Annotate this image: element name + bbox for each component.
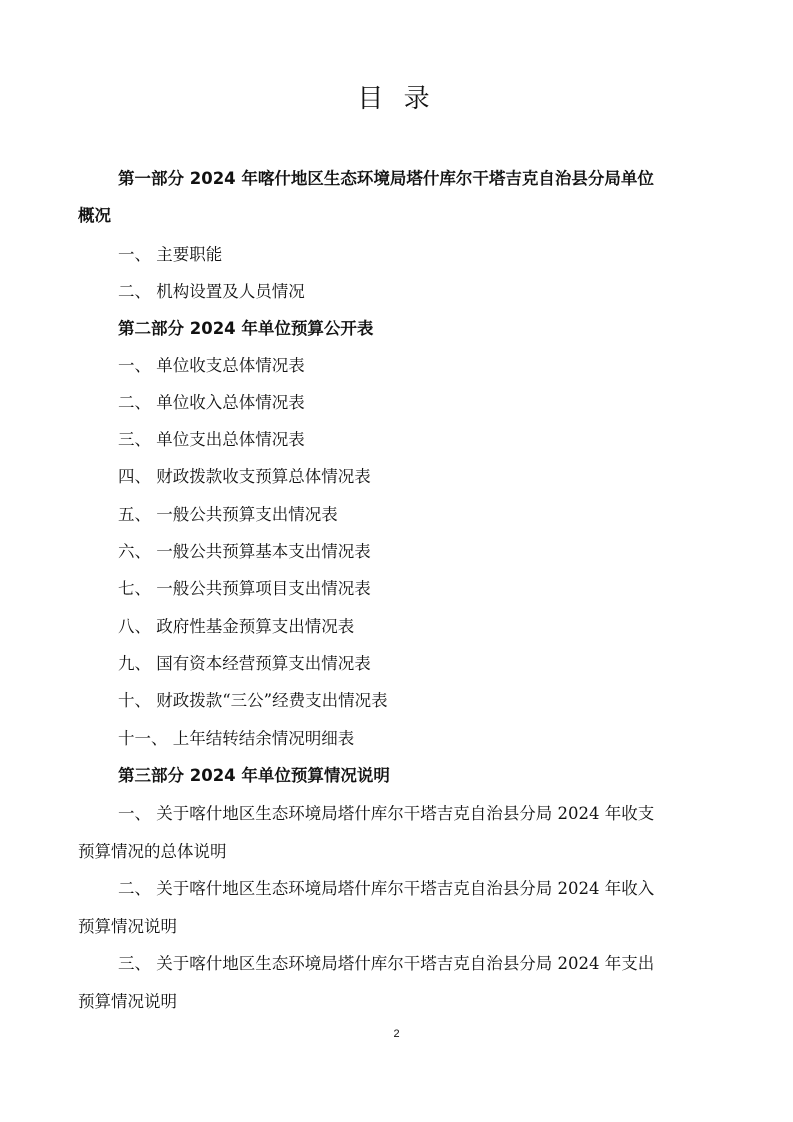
- part2-heading: 第二部分 2024 年单位预算公开表: [118, 319, 374, 338]
- toc-entry: 九、 国有资本经营预算支出情况表: [118, 654, 371, 673]
- toc-entry-continued: 预算情况说明: [78, 992, 177, 1011]
- toc-entry: 一、 主要职能: [118, 245, 223, 264]
- toc-entry: 十一、 上年结转结余情况明细表: [118, 729, 355, 748]
- toc-entry: 二、 单位收入总体情况表: [118, 393, 305, 412]
- page-title: 目 录: [357, 84, 436, 114]
- part1-heading-continued: 概况: [78, 206, 111, 225]
- toc-entry: 四、 财政拨款收支预算总体情况表: [118, 467, 371, 486]
- toc-entry: 二、 关于喀什地区生态环境局塔什库尔干塔吉克自治县分局 2024 年收入: [118, 879, 655, 898]
- toc-entry: 二、 机构设置及人员情况: [118, 282, 305, 301]
- toc-entry: 三、 关于喀什地区生态环境局塔什库尔干塔吉克自治县分局 2024 年支出: [118, 954, 655, 973]
- page-number: 2: [393, 1028, 400, 1040]
- toc-entry: 一、 单位收支总体情况表: [118, 356, 305, 375]
- toc-entry-continued: 预算情况说明: [78, 917, 177, 936]
- toc-entry: 一、 关于喀什地区生态环境局塔什库尔干塔吉克自治县分局 2024 年收支: [118, 804, 655, 823]
- part1-heading: 第一部分 2024 年喀什地区生态环境局塔什库尔干塔吉克自治县分局单位: [118, 169, 654, 188]
- toc-entry: 十、 财政拨款“三公”经费支出情况表: [118, 691, 388, 710]
- toc-entry-continued: 预算情况的总体说明: [78, 842, 227, 861]
- toc-entry: 五、 一般公共预算支出情况表: [118, 505, 338, 524]
- toc-entry: 六、 一般公共预算基本支出情况表: [118, 542, 371, 561]
- part3-heading: 第三部分 2024 年单位预算情况说明: [118, 766, 390, 785]
- toc-entry: 七、 一般公共预算项目支出情况表: [118, 579, 371, 598]
- toc-entry: 三、 单位支出总体情况表: [118, 430, 305, 449]
- toc-entry: 八、 政府性基金预算支出情况表: [118, 617, 355, 636]
